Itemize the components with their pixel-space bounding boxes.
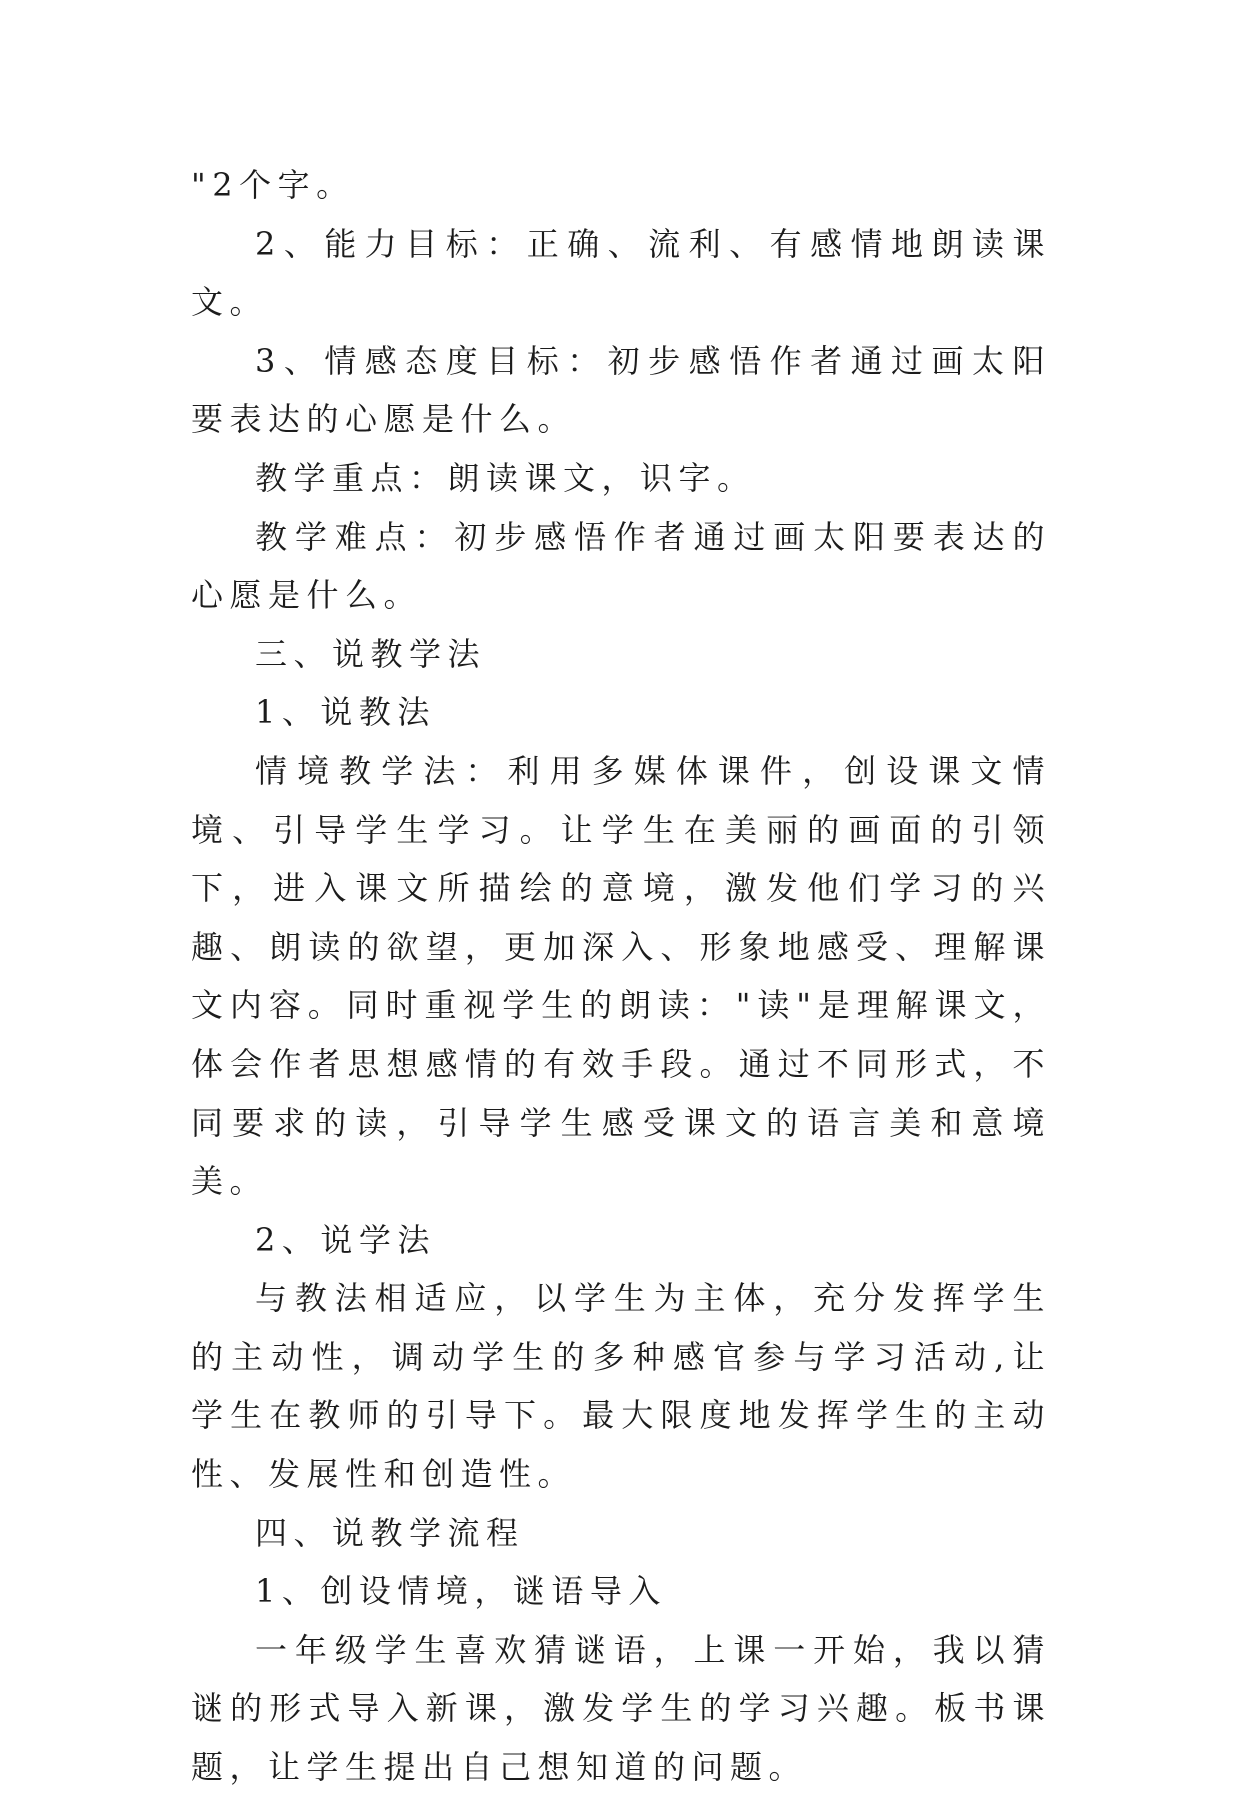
paragraph: 与教法相适应，以学生为主体，充分发挥学生的主动性，调动学生的多种感官参与学习活动,让学生在教师的引导下。最大限度地发挥学生的主动性、发展性和创造性。 (191, 1279, 1051, 1494)
paragraph: 教学重点：朗读课文，识字。 (255, 458, 756, 497)
paragraph: 2、能力目标：正确、流利、有感情地朗读课文。 (191, 224, 1051, 322)
subsection-heading: 1、创设情境，谜语导入 (255, 1572, 667, 1611)
section-heading: 三、说教学法 (255, 634, 487, 673)
section-heading: 四、说教学流程 (255, 1513, 525, 1552)
paragraph: 教学难点：初步感悟作者通过画太阳要表达的心愿是什么。 (191, 517, 1051, 615)
document-page (191, 156, 1051, 1797)
paragraph: 情境教学法：利用多媒体课件，创设课文情境、引导学生学习。让学生在美丽的画面的引领下，进入课文所描绘的意境，激发他们学习的兴趣、朗读的欲望，更加深入、形象地感受、理解课文内容。同时重视学生的朗读："读"是理解课文，体会作者思想感情的有效手段。通过不同形式，不同要求的读，引导学生感受课文的语言美和意境美。 (191, 751, 1051, 1201)
paragraph: 一年级学生喜欢猜谜语，上课一开始，我以猜谜的形式导入新课，激发学生的学习兴趣。板书课题，让学生提出自己想知道的问题。 (191, 1630, 1051, 1787)
subsection-heading: 2、说学法 (255, 1220, 436, 1259)
paragraph: "2个字。 (191, 166, 355, 204)
paragraph: 3、情感态度目标：初步感悟作者通过画太阳要表达的心愿是什么。 (191, 341, 1051, 439)
subsection-heading: 1、说教法 (255, 693, 436, 732)
